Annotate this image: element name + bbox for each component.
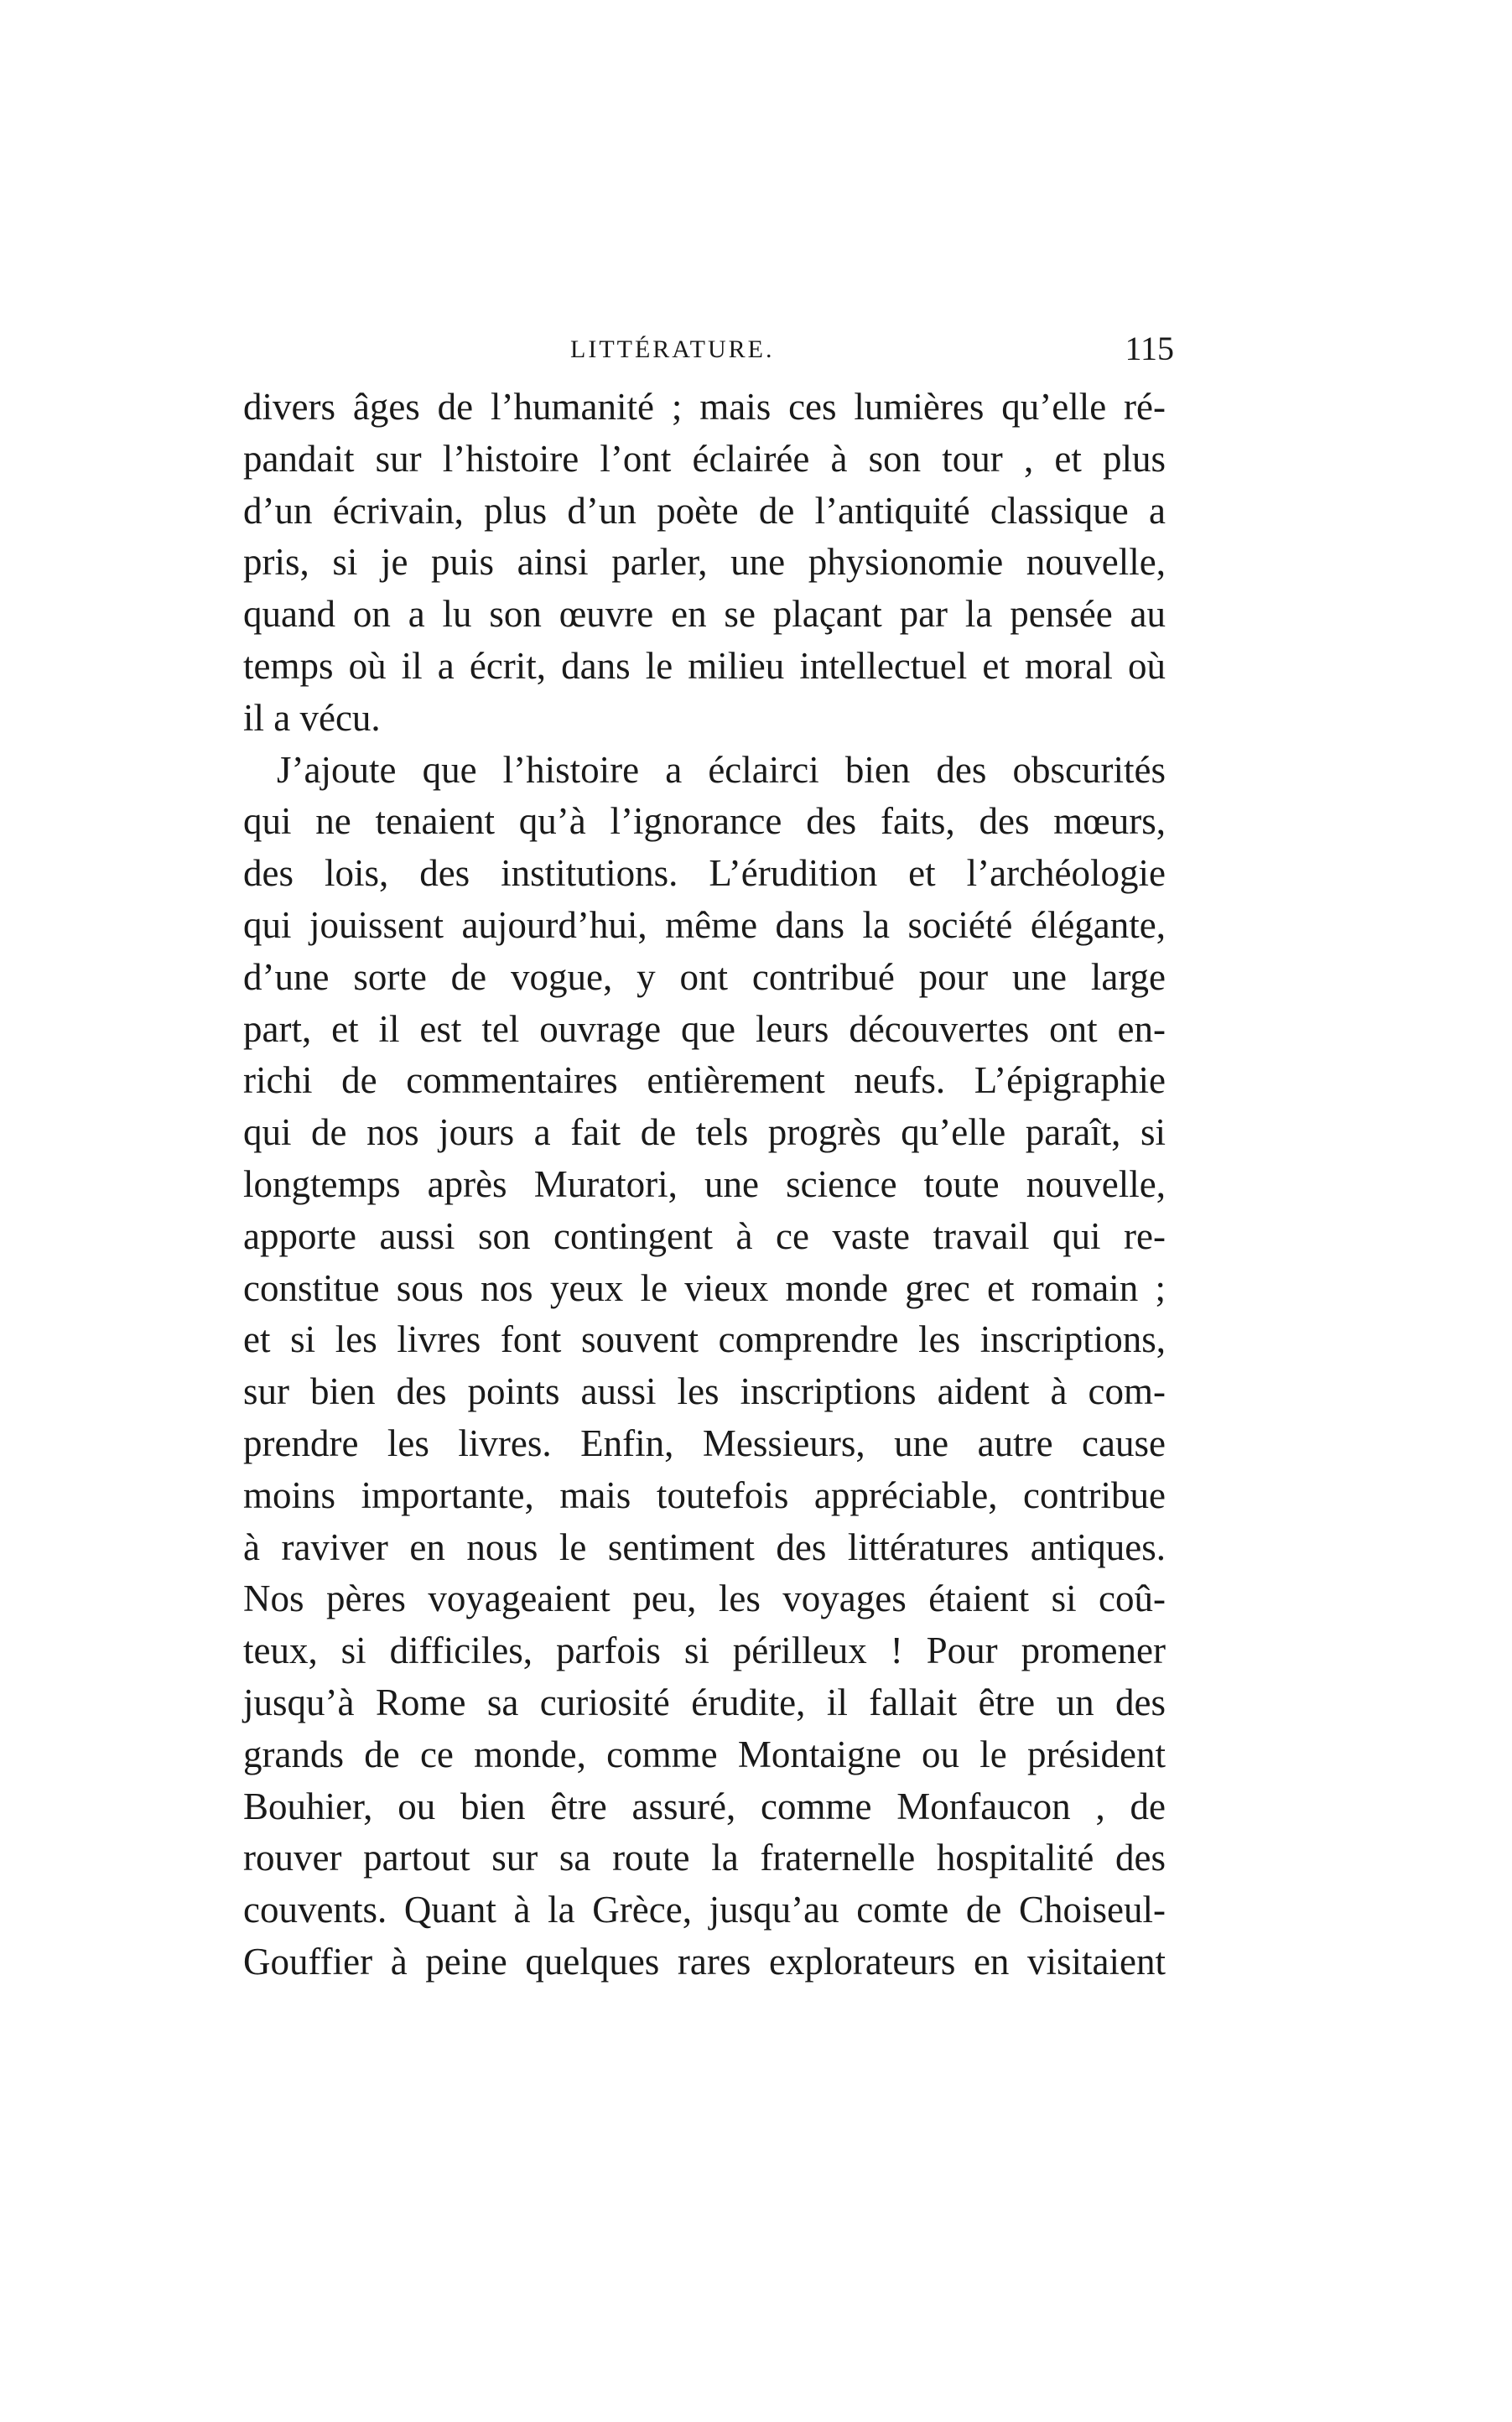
text-line: qui ne tenaient qu’à l’ignorance des faits, des mœurs, [243,800,1166,843]
text-line: qui de nos jours a fait de tels progrès qu’elle paraît, si [243,1111,1166,1154]
text-line: Gouffier à peine quelques rares explorateurs en visitaient [243,1940,1166,1983]
page-number: 115 [1125,330,1174,367]
text-line: richi de commentaires entièrement neufs. L’épigraphie [243,1059,1166,1102]
text-line: pandait sur l’histoire l’ont éclairée à son tour , et plus [243,437,1166,480]
text-line: et si les livres font souvent comprendre les inscriptions, [243,1318,1166,1361]
text-line: grands de ce monde, comme Montaigne ou le président [243,1733,1166,1775]
page-header [243,329,1174,379]
text-line: divers âges de l’humanité ; mais ces lumières qu’elle ré- [243,386,1166,428]
text-line: part, et il est tel ouvrage que leurs découvertes ont en- [243,1007,1166,1050]
text-line: moins importante, mais toutefois appréciable, contribue [243,1473,1166,1516]
text-line: qui jouissent aujourd’hui, même dans la société élégante, [243,903,1166,946]
text-line: quand on a lu son œuvre en se plaçant par la pensée au [243,593,1166,636]
text-line: Nos pères voyageaient peu, les voyages étaient si coû- [243,1577,1166,1620]
text-line: d’une sorte de vogue, y ont contribué pour une large [243,955,1166,998]
text-line: couvents. Quant à la Grèce, jusqu’au comte de Choiseul- [243,1889,1166,1931]
paragraph-start-line: J’ajoute que l’histoire a éclairci bien des obscurités [277,748,1166,791]
text-line: temps où il a écrit, dans le milieu intellectuel et moral où [243,644,1166,687]
text-line: d’un écrivain, plus d’un poète de l’antiquité classique a [243,489,1166,532]
text-line: sur bien des points aussi les inscriptions aident à com- [243,1370,1166,1413]
text-line: il a vécu. [243,696,381,739]
text-line: prendre les livres. Enfin, Messieurs, une autre cause [243,1421,1166,1464]
text-line: des lois, des institutions. L’érudition et l’archéologie [243,852,1166,895]
text-line: apporte aussi son contingent à ce vaste travail qui re- [243,1214,1166,1257]
text-line: rouver partout sur sa route la fraternelle hospitalité des [243,1837,1166,1879]
text-line: pris, si je puis ainsi parler, une physionomie nouvelle, [243,541,1166,584]
body-text [243,382,1166,1988]
text-line: longtemps après Muratori, une science toute nouvelle, [243,1162,1166,1205]
running-head: LITTÉRATURE. [570,335,775,363]
text-line: Bouhier, ou bien être assuré, comme Monfaucon , de [243,1785,1166,1827]
text-line: à raviver en nous le sentiment des littératures antiques. [243,1525,1166,1568]
text-line: jusqu’à Rome sa curiosité érudite, il fallait être un des [243,1681,1166,1723]
text-line: constitue sous nos yeux le vieux monde grec et romain ; [243,1266,1166,1309]
text-line: teux, si difficiles, parfois si périlleux ! Pour promener [243,1629,1166,1672]
